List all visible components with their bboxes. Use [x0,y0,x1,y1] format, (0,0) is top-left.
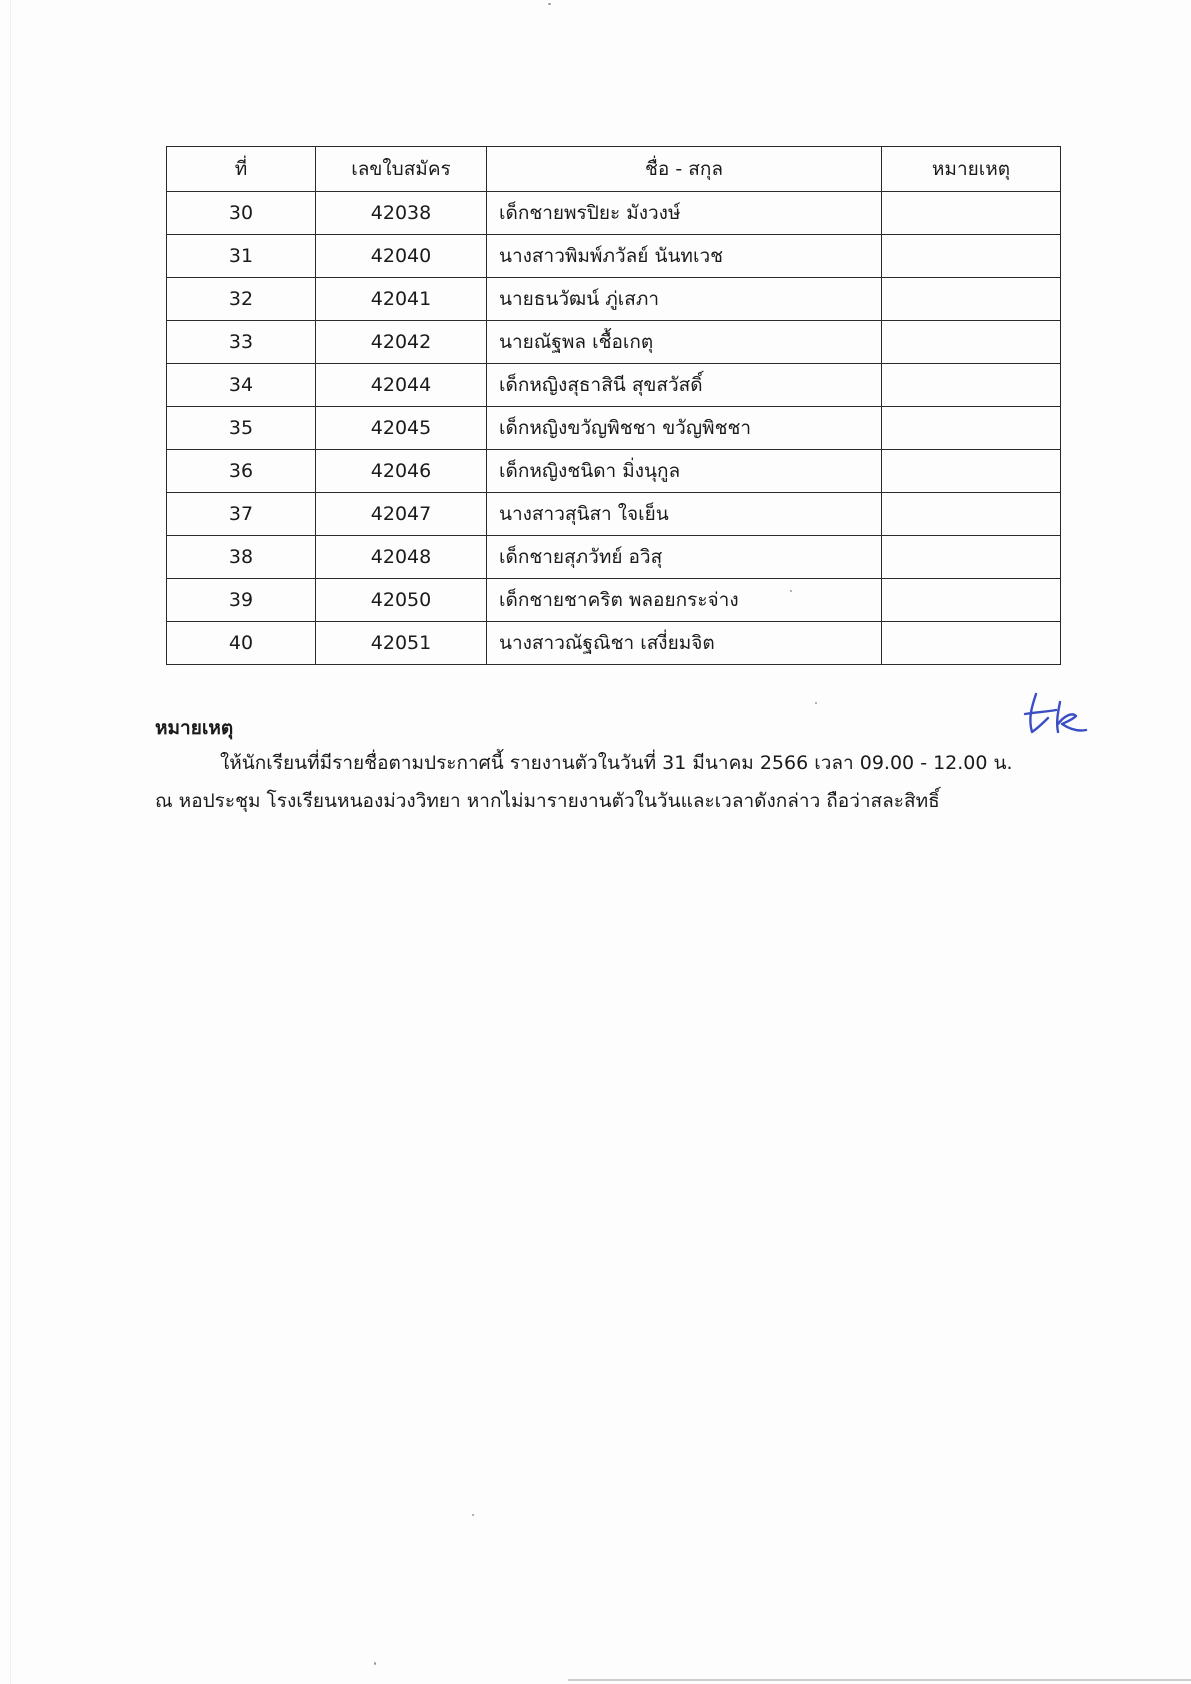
table-row [167,278,1061,321]
cell-name: เด็กหญิงสุธาสินี สุขสวัสดิ์ [487,364,882,407]
scan-edge [568,1679,1191,1681]
table-row [167,192,1061,235]
header-application-no: เลขใบสมัคร [316,147,487,192]
header-no: ที่ [167,147,316,192]
table-row [167,364,1061,407]
cell-name: เด็กชายพรปิยะ มังวงษ์ [487,192,882,235]
student-roster-table [166,146,1061,665]
cell-name: นายธนวัฒน์ ภู่เสภา [487,278,882,321]
cell-remark [882,321,1061,364]
cell-remark [882,235,1061,278]
cell-no: 31 [167,235,316,278]
scan-speck [472,1514,474,1516]
cell-remark [882,622,1061,665]
cell-no: 36 [167,450,316,493]
cell-name: เด็กชายชาคริต พลอยกระจ่าง [487,579,882,622]
cell-no: 38 [167,536,316,579]
cell-name: นางสาวณัฐณิชา เสงี่ยมจิต [487,622,882,665]
signature-mark [1022,688,1092,744]
cell-application-no: 42051 [316,622,487,665]
cell-no: 32 [167,278,316,321]
cell-no: 33 [167,321,316,364]
table-header-row [167,147,1061,192]
scan-edge [10,0,11,1684]
cell-remark [882,579,1061,622]
cell-application-no: 42047 [316,493,487,536]
cell-application-no: 42038 [316,192,487,235]
cell-remark [882,278,1061,321]
cell-no: 35 [167,407,316,450]
cell-application-no: 42045 [316,407,487,450]
scan-speck [374,1662,376,1665]
cell-name: นางสาวสุนิสา ใจเย็น [487,493,882,536]
cell-application-no: 42044 [316,364,487,407]
cell-no: 34 [167,364,316,407]
cell-application-no: 42048 [316,536,487,579]
table-row [167,235,1061,278]
scan-speck [548,3,551,5]
cell-application-no: 42050 [316,579,487,622]
cell-application-no: 42042 [316,321,487,364]
note-line-2: ณ หอประชุม โรงเรียนหนองม่วงวิทยา หากไม่มารายงานตัวในวันและเวลาดังกล่าว ถือว่าสละสิทธิ์ [155,790,940,812]
cell-no: 30 [167,192,316,235]
scan-speck [815,702,817,704]
cell-no: 39 [167,579,316,622]
cell-no: 40 [167,622,316,665]
cell-application-no: 42041 [316,278,487,321]
cell-name: เด็กชายสุภวัทย์ อวิสุ [487,536,882,579]
cell-name: นางสาวพิมพ์ภวัลย์ นันทเวช [487,235,882,278]
note-title: หมายเหตุ [155,717,234,739]
header-remark: หมายเหตุ [882,147,1061,192]
header-name: ชื่อ - สกุล [487,147,882,192]
table-row [167,622,1061,665]
cell-remark [882,450,1061,493]
scan-speck [790,590,792,592]
table-row [167,493,1061,536]
cell-no: 37 [167,493,316,536]
cell-name: เด็กหญิงชนิดา มิ่งนุกูล [487,450,882,493]
table-row [167,450,1061,493]
table-row [167,321,1061,364]
cell-remark [882,192,1061,235]
note-line-1: ให้นักเรียนที่มีรายชื่อตามประกาศนี้ รายงานตัวในวันที่ 31 มีนาคม 2566 เวลา 09.00 - 12.00 น. [220,752,1013,774]
cell-remark [882,536,1061,579]
cell-application-no: 42040 [316,235,487,278]
table-row [167,579,1061,622]
cell-remark [882,364,1061,407]
table-row [167,536,1061,579]
cell-application-no: 42046 [316,450,487,493]
cell-remark [882,493,1061,536]
cell-name: เด็กหญิงขวัญพิชชา ขวัญพิชชา [487,407,882,450]
cell-name: นายณัฐพล เชื้อเกตุ [487,321,882,364]
cell-remark [882,407,1061,450]
table-row [167,407,1061,450]
